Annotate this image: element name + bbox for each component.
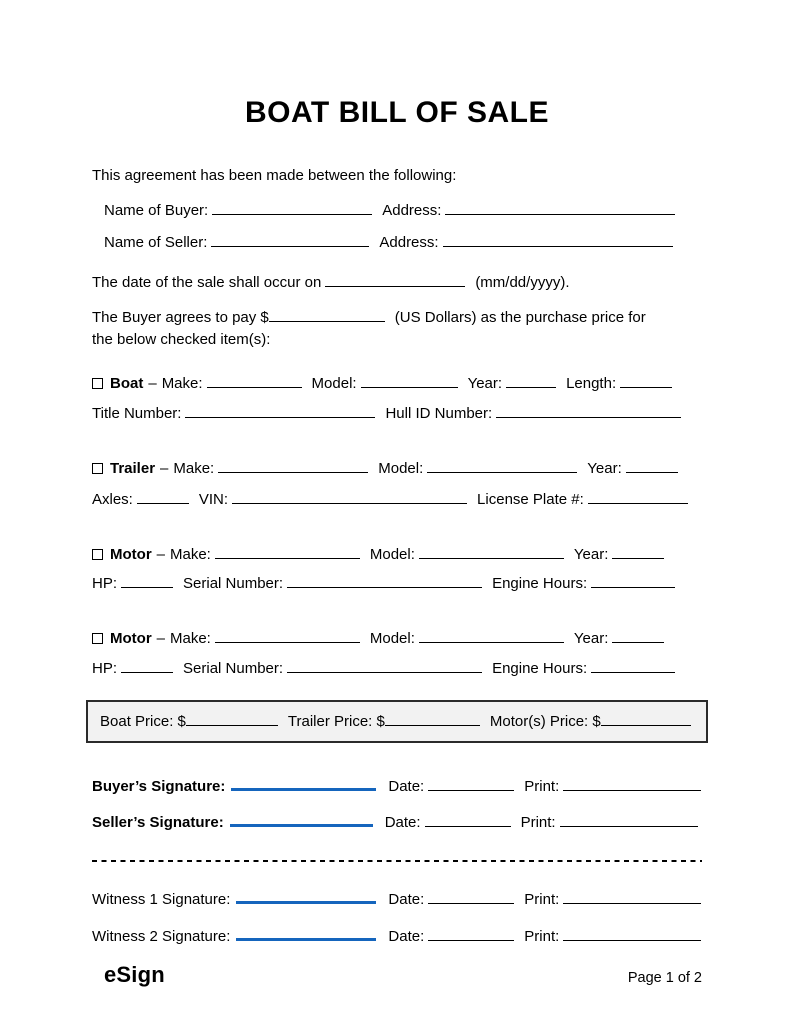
license-plate-blank — [588, 489, 688, 504]
boat-item-label: Boat — [110, 375, 144, 392]
seller-name-blank — [211, 232, 369, 247]
trailer-model-label: Model: — [378, 460, 424, 477]
axles-label: Axles: — [92, 491, 133, 508]
date-label: Date: — [388, 928, 425, 945]
boat-year-blank — [506, 373, 556, 388]
buyer-signature-print-blank — [563, 776, 701, 791]
motor2-checkbox[interactable] — [92, 633, 103, 644]
page-footer — [92, 962, 702, 1028]
motor2-serial-label: Serial Number: — [183, 660, 284, 677]
motor2-model-label: Model: — [369, 630, 415, 647]
vin-label: VIN: — [198, 491, 229, 508]
trailer-checkbox[interactable] — [92, 463, 103, 474]
trailer-model-blank — [427, 458, 577, 473]
boat-model-label: Model: — [311, 375, 357, 392]
hull-id-blank — [496, 403, 681, 418]
price-summary-box — [86, 700, 708, 743]
motor1-model-blank — [419, 544, 564, 559]
seller-signature-print-blank — [560, 812, 698, 827]
witness1-signature-label: Witness 1 Signature: — [92, 891, 231, 908]
trailer-price-label: Trailer Price: $ — [287, 713, 385, 730]
witness1-signature-row — [92, 889, 702, 909]
print-label: Print: — [524, 778, 560, 795]
trailer-price-blank — [385, 711, 480, 726]
motor2-make-label: Make: — [170, 630, 211, 647]
seller-signature-label: Seller’s Signature: — [92, 814, 224, 831]
dash: – — [156, 630, 165, 647]
page-number: Page 1 of 2 — [627, 970, 702, 986]
motor1-serial-blank — [287, 573, 482, 588]
purchase-price-text: The Buyer agrees to pay $ — [92, 309, 269, 326]
boat-length-label: Length: — [566, 375, 617, 392]
print-label: Print: — [520, 814, 556, 831]
buyer-name-label: Name of Buyer: — [104, 202, 209, 219]
esign-logo: eSign — [104, 962, 165, 987]
dash: – — [148, 375, 157, 392]
boat-make-blank — [207, 373, 302, 388]
purchase-price-row-line2: the below checked item(s): — [92, 331, 271, 348]
motor1-make-label: Make: — [170, 546, 211, 563]
motors-price-label: Motor(s) Price: $ — [489, 713, 601, 730]
motor1-engine-hours-blank — [591, 573, 675, 588]
witness1-signature-field[interactable] — [236, 889, 376, 904]
motor1-details-row — [92, 573, 702, 593]
boat-price-label: Boat Price: $ — [100, 713, 186, 730]
price-summary-row — [100, 711, 694, 731]
boat-checkbox[interactable] — [92, 378, 103, 389]
motor2-engine-hours-blank — [591, 658, 675, 673]
buyer-address-label: Address: — [382, 202, 442, 219]
print-label: Print: — [524, 891, 560, 908]
boat-title-number-blank — [185, 403, 375, 418]
motor2-hp-label: HP: — [92, 660, 118, 677]
trailer-year-label: Year: — [587, 460, 622, 477]
hull-id-label: Hull ID Number: — [385, 405, 493, 422]
seller-signature-row — [92, 812, 702, 832]
sale-date-text: The date of the sale shall occur on — [92, 274, 322, 291]
buyer-name-blank — [212, 200, 372, 215]
buyer-row — [92, 200, 702, 220]
axles-blank — [137, 489, 189, 504]
dashed-separator — [92, 860, 702, 862]
motor2-item-label: Motor — [110, 630, 152, 647]
trailer-details-row — [92, 489, 702, 509]
seller-address-blank — [443, 232, 673, 247]
witness2-print-blank — [563, 926, 701, 941]
witness1-date-blank — [428, 889, 514, 904]
buyer-signature-date-blank — [428, 776, 514, 791]
motor2-engine-hours-label: Engine Hours: — [492, 660, 588, 677]
trailer-row — [92, 458, 702, 478]
buyer-address-blank — [445, 200, 675, 215]
motor1-hp-label: HP: — [92, 575, 118, 592]
sale-date-blank — [325, 272, 465, 287]
motor2-row — [92, 628, 702, 648]
motor1-row — [92, 544, 702, 564]
date-format-hint: (mm/dd/yyyy). — [475, 274, 570, 291]
trailer-make-blank — [218, 458, 368, 473]
boat-model-blank — [361, 373, 458, 388]
boat-row — [92, 373, 702, 393]
buyer-signature-label: Buyer’s Signature: — [92, 778, 226, 795]
boat-make-label: Make: — [161, 375, 203, 392]
motor2-year-blank — [612, 628, 664, 643]
motor1-year-blank — [612, 544, 664, 559]
dash: – — [156, 546, 165, 563]
motor2-make-blank — [215, 628, 360, 643]
date-label: Date: — [388, 891, 425, 908]
motor2-year-label: Year: — [573, 630, 609, 647]
motor1-model-label: Model: — [369, 546, 415, 563]
motors-price-blank — [601, 711, 691, 726]
motor1-make-blank — [215, 544, 360, 559]
motor2-details-row — [92, 658, 702, 678]
motor2-hp-blank — [121, 658, 173, 673]
motor1-serial-label: Serial Number: — [183, 575, 284, 592]
trailer-make-label: Make: — [173, 460, 215, 477]
motor1-hp-blank — [121, 573, 173, 588]
boat-title-row — [92, 403, 702, 423]
purchase-price-suffix: (US Dollars) as the purchase price for — [394, 309, 646, 326]
trailer-item-label: Trailer — [110, 460, 156, 477]
motor2-serial-blank — [287, 658, 482, 673]
buyer-signature-field[interactable] — [231, 776, 376, 791]
seller-row — [92, 232, 702, 252]
witness1-print-blank — [563, 889, 701, 904]
boat-length-blank — [620, 373, 672, 388]
boat-year-label: Year: — [467, 375, 503, 392]
motor2-model-blank — [419, 628, 564, 643]
buyer-signature-row — [92, 776, 702, 796]
seller-signature-date-blank — [425, 812, 511, 827]
purchase-price-blank — [269, 307, 385, 322]
seller-address-label: Address: — [379, 234, 439, 251]
vin-blank — [232, 489, 467, 504]
seller-signature-field[interactable] — [230, 812, 373, 827]
trailer-year-blank — [626, 458, 678, 473]
witness2-date-blank — [428, 926, 514, 941]
witness2-signature-field[interactable] — [236, 926, 376, 941]
print-label: Print: — [524, 928, 560, 945]
dash: – — [160, 460, 169, 477]
intro-text: This agreement has been made between the following: — [92, 167, 457, 184]
motor1-year-label: Year: — [573, 546, 609, 563]
boat-title-number-label: Title Number: — [92, 405, 182, 422]
motor1-engine-hours-label: Engine Hours: — [492, 575, 588, 592]
seller-name-label: Name of Seller: — [104, 234, 208, 251]
purchase-price-row — [92, 307, 702, 327]
date-label: Date: — [388, 778, 425, 795]
sale-date-row — [92, 272, 702, 292]
page-title: BOAT BILL OF SALE — [244, 96, 550, 129]
date-label: Date: — [384, 814, 421, 831]
license-plate-label: License Plate #: — [477, 491, 584, 508]
witness2-signature-label: Witness 2 Signature: — [92, 928, 231, 945]
witness2-signature-row — [92, 926, 702, 946]
motor1-item-label: Motor — [110, 546, 152, 563]
boat-price-blank — [186, 711, 278, 726]
motor1-checkbox[interactable] — [92, 549, 103, 560]
